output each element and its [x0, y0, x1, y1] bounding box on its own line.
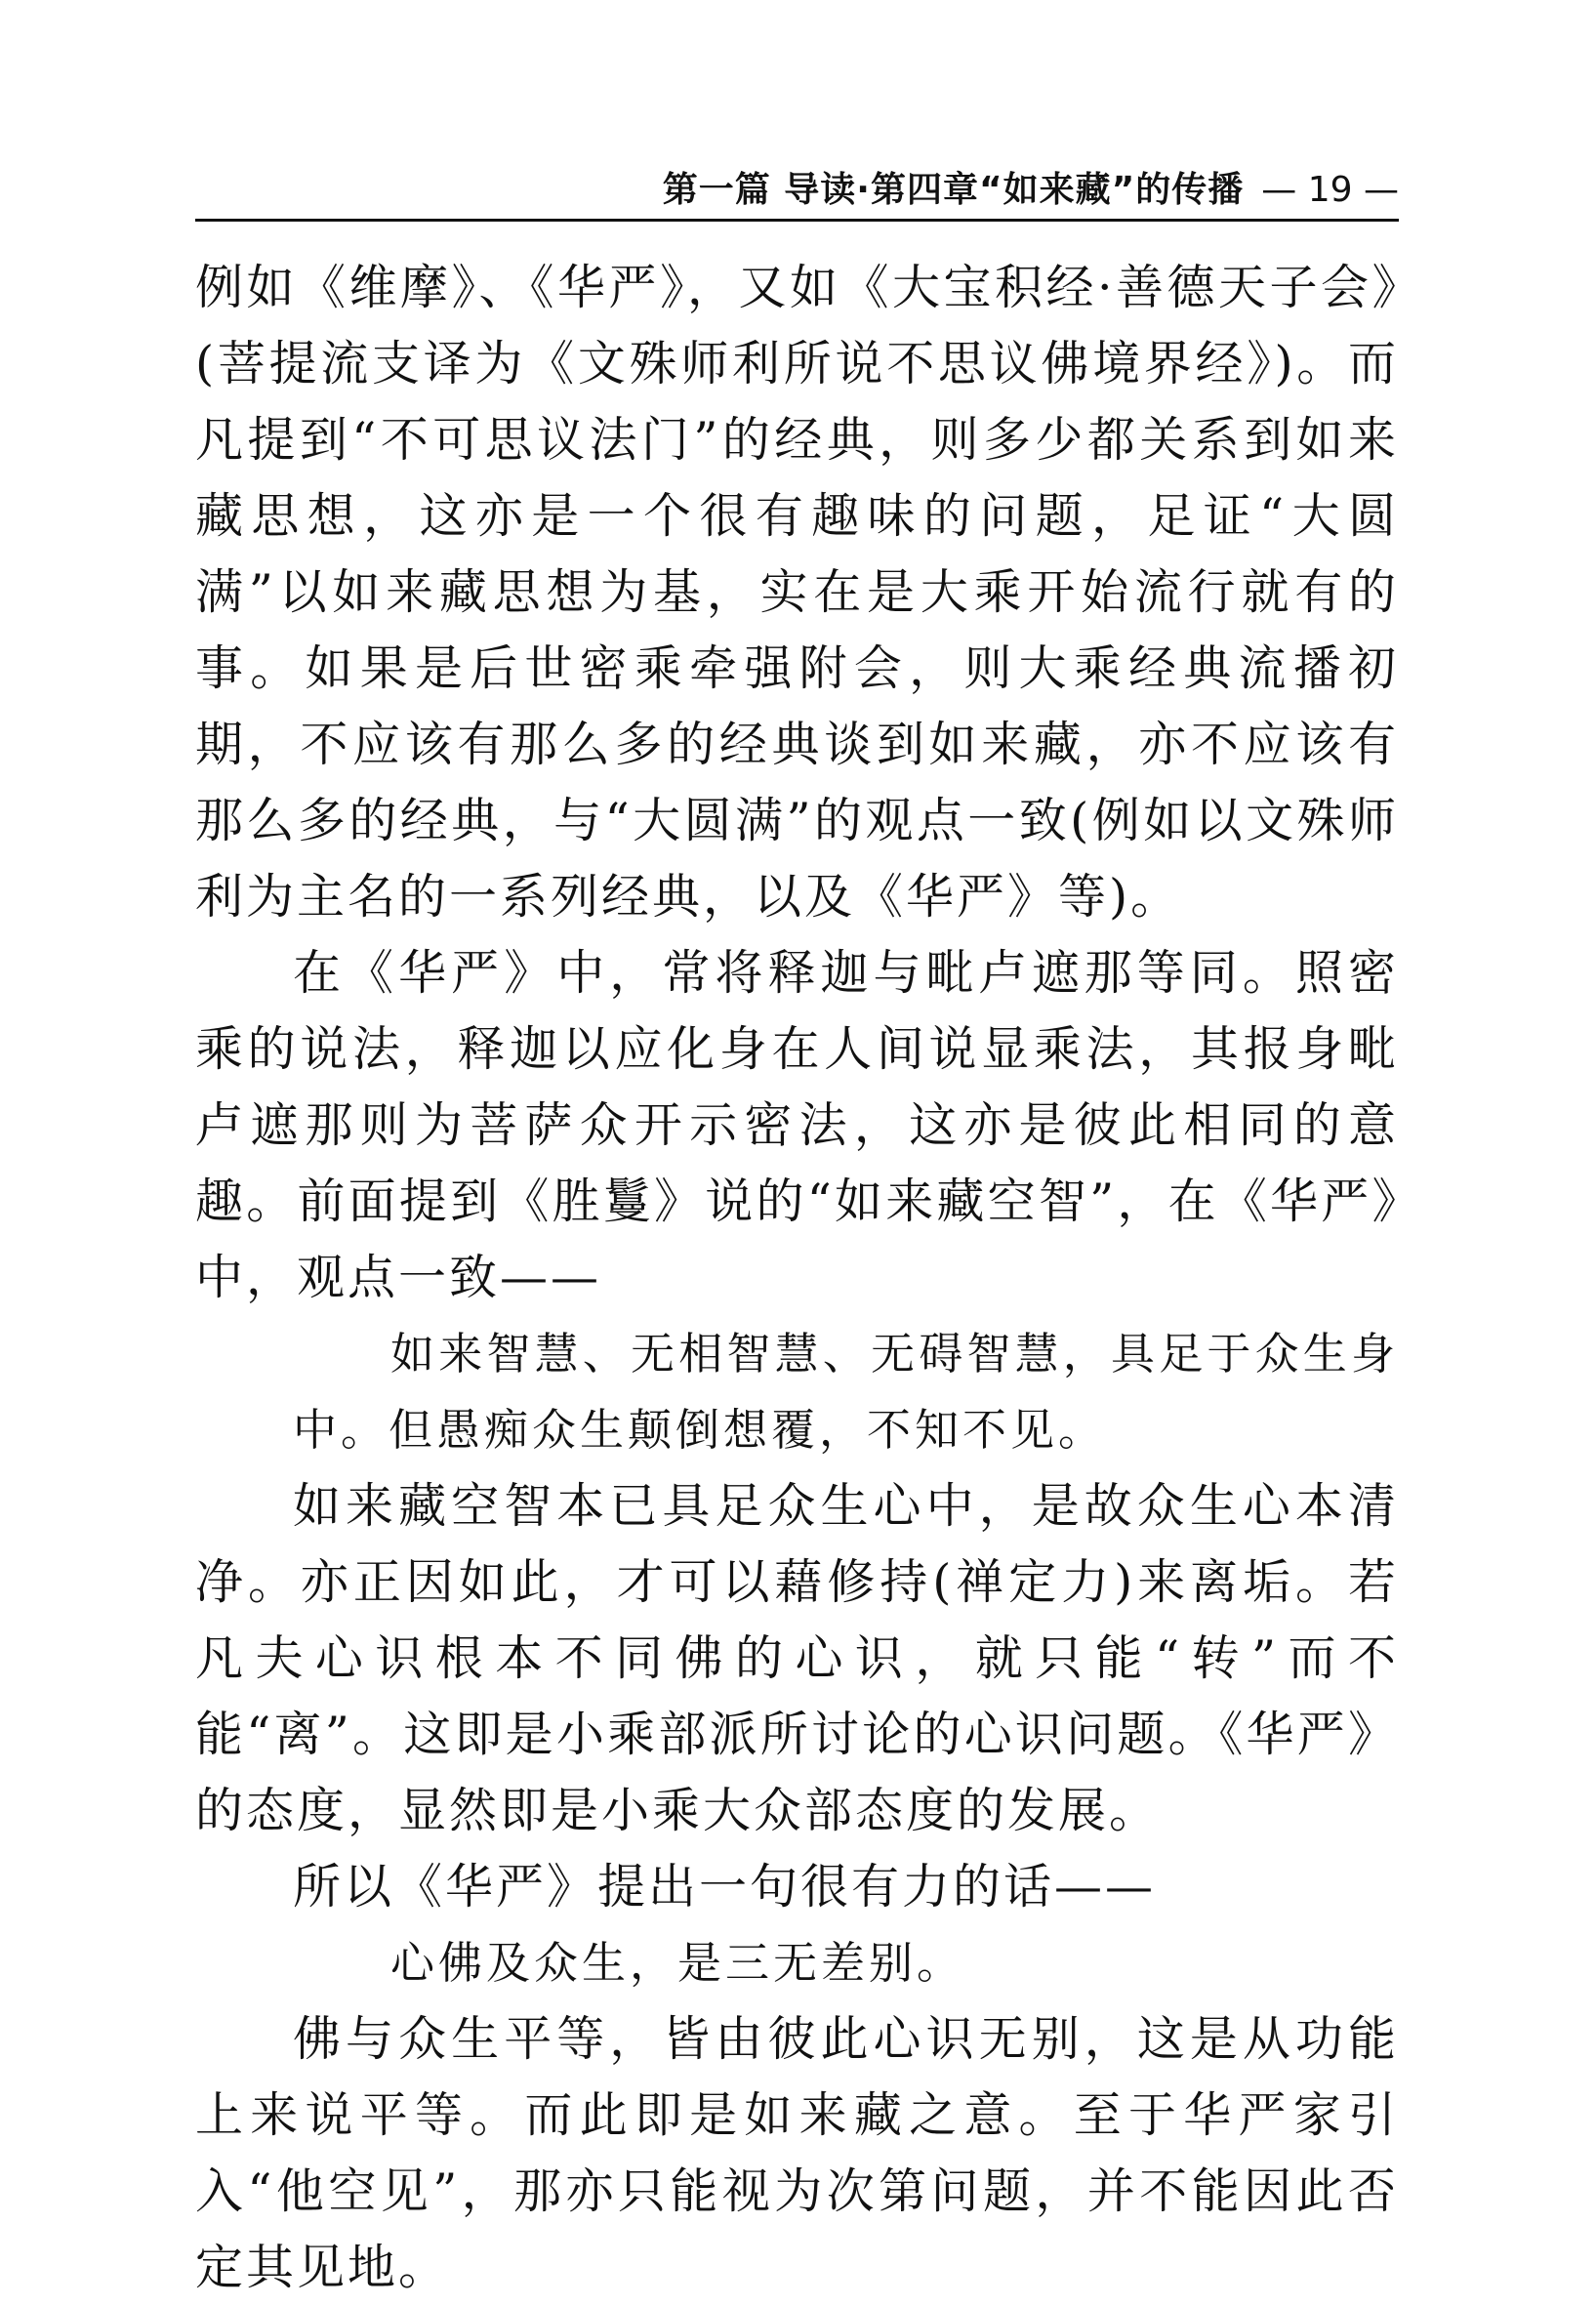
- paragraph-1: 例如《维摩》、《华严》，又如《大宝积经·善德天子会》(菩提流支译为《文殊师利所说不思议佛境界经》)。而凡提到“不可思议法门”的经典，则多少都关系到如来藏思想，这亦是一个很有趣味的问题，足证“大圆满”以如来藏思想为基，实在是大乘开始流行就有的事。如果是后世密乘牵强附会，则大乘经典流播初期，不应该有那么多的经典谈到如来藏，亦不应该有那么多的经典，与“大圆满”的观点一致(例如以文殊师利为主名的一系列经典，以及《华严》等)。: [195, 260, 1399, 925]
- running-title: 第一篇 导读·第四章“如来藏”的传播: [662, 170, 1245, 210]
- running-header: [195, 166, 1399, 222]
- paragraph-3: 如来藏空智本已具足众生心中，是故众生心本清净。亦正因如此，才可以藉修持(禅定力)来离垢。若凡夫心识根本不同佛的心识，就只能“转”而不能“离”。这即是小乘部派所讨论的心识问题。《华严》的态度，显然即是小乘大众部态度的发展。: [195, 1478, 1399, 1838]
- block-quote-2: 心佛及众生，是三无差别。: [390, 1937, 965, 1989]
- paragraph-2: 在《华严》中，常将释迦与毗卢遮那等同。照密乘的说法，释迦以应化身在人间说显乘法，其报身毗卢遮那则为菩萨众开示密法，这亦是彼此相同的意趣。前面提到《胜鬘》说的“如来藏空智”，在《华严》中，观点一致——: [195, 945, 1399, 1305]
- block-quote-1: 如来智慧、无相智慧、无碍智慧，具足于众生身中。但愚痴众生颠倒想覆，不知不见。: [293, 1328, 1399, 1456]
- page-number: — 19 —: [1261, 170, 1399, 210]
- page-body: [195, 250, 1399, 2306]
- paragraph-5: 佛与众生平等，皆由彼此心识无别，这是从功能上来说平等。而此即是如来藏之意。至于华严家引入“他空见”，那亦只能视为次第问题，并不能因此否定其见地。: [195, 2011, 1399, 2295]
- paragraph-4: 所以《华严》提出一句很有力的话——: [293, 1859, 1157, 1915]
